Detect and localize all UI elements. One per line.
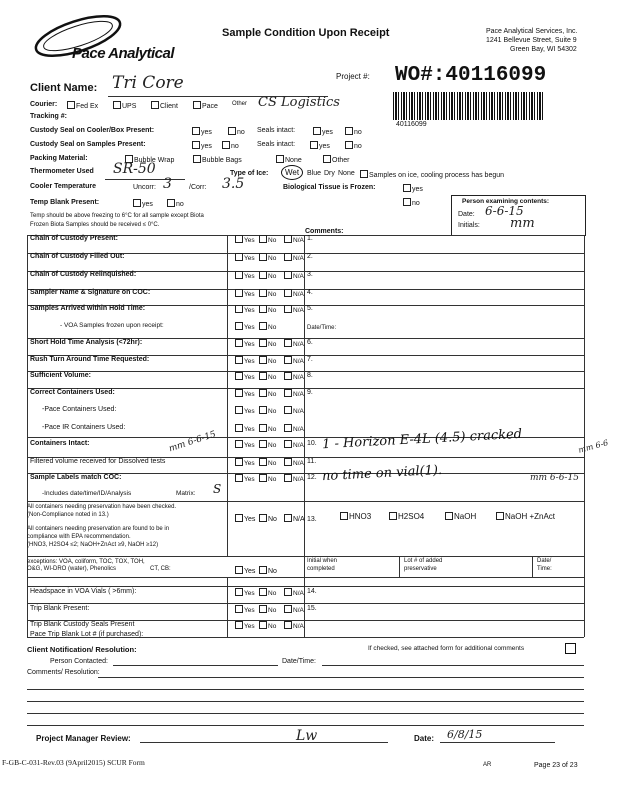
row2-label-2: Trip Blank Present: — [30, 605, 90, 612]
row2-3-no[interactable]: No — [259, 621, 276, 630]
row-6-na[interactable]: N/A — [284, 339, 304, 348]
row-comment-10: 1 - Horizon E-4L (4.5) cracked — [321, 426, 523, 453]
row-10-no[interactable]: No — [259, 440, 276, 449]
row-5-na[interactable]: N/A — [284, 305, 304, 314]
review-date-label: Date: — [414, 734, 435, 743]
thermometer-value: SR-50 — [113, 161, 156, 177]
row-5-no[interactable]: No — [259, 305, 276, 314]
tracking-label: Tracking #: — [30, 113, 67, 120]
row-11-yes[interactable]: Yes — [235, 458, 255, 467]
row13-line-4: compliance with EPA recommendation. — [27, 534, 131, 540]
pm-signature: Lw — [296, 728, 318, 744]
packing-bubble-bags[interactable]: Bubble Bags — [193, 155, 242, 164]
row2-2-no[interactable]: No — [259, 605, 276, 614]
row-7-na[interactable]: N/A — [284, 356, 304, 365]
temp-blank-no[interactable]: no — [167, 199, 184, 208]
custody-samples-yes[interactable]: yes — [192, 141, 212, 150]
custody-samples-seals: Seals intact: — [257, 141, 296, 148]
address-1: Pace Analytical Services, Inc. — [486, 28, 578, 35]
row-9-no[interactable]: No — [259, 389, 276, 398]
row-4-na[interactable]: N/A — [284, 289, 304, 298]
row-num-7: 7. — [307, 356, 313, 363]
pace-containers-label: -Pace Containers Used: — [42, 406, 117, 413]
row-num-8: 8. — [307, 372, 313, 379]
page-number: Page 23 of 23 — [534, 762, 578, 769]
row2-3-yes[interactable]: Yes — [235, 621, 255, 630]
row-label-5: Samples Arrived within Hold Time: — [30, 305, 146, 312]
packing-bubble-wrap[interactable]: Bubble Wrap — [125, 155, 174, 164]
courier-fedex[interactable]: Fed Ex — [67, 101, 98, 110]
custody-cooler-seals: Seals intact: — [257, 127, 296, 134]
row-label-2: Chain of Custody Filled Out: — [30, 253, 125, 260]
preserv-h2so4[interactable]: H2SO4 — [389, 512, 424, 521]
examining-initials-label: Initials: — [458, 222, 480, 229]
row-num-10: 10. — [307, 440, 317, 447]
custody-cooler-yes[interactable]: yes — [192, 127, 212, 136]
packing-none[interactable]: None — [276, 155, 302, 164]
custody-cooler-label: Custody Seal on Cooler/Box Present: — [30, 127, 155, 134]
address-3: Green Bay, WI 54302 — [510, 46, 577, 53]
notification-checkbox[interactable] — [565, 643, 576, 654]
ice-none[interactable]: None — [338, 170, 355, 177]
corr-value: 3.5 — [222, 176, 245, 192]
row-9-na[interactable]: N/A — [284, 389, 304, 398]
cooler-temp-label: Cooler Temperature — [30, 183, 96, 190]
initial-when-1: Initial when — [307, 558, 338, 564]
person-contacted-label: Person Contacted: — [50, 658, 108, 665]
row-label-6: Short Hold Time Analysis (<72hr): — [30, 339, 143, 346]
row2-label-1: Headspace in VOA Vials ( >6mm): — [30, 588, 137, 595]
row-3-yes[interactable]: Yes — [235, 271, 255, 280]
temp-blank-label: Temp Blank Present: — [30, 199, 100, 206]
row-num-6: 6. — [307, 339, 313, 346]
page-title: Sample Condition Upon Receipt — [222, 27, 390, 39]
row-1-yes[interactable]: Yes — [235, 235, 255, 244]
matrix-label: Matrix: — [176, 490, 196, 497]
examining-date-value: 6-6-15 — [485, 204, 524, 218]
date-time-1: Date/ — [537, 558, 552, 564]
custody-samples-seals-yes[interactable]: yes — [310, 141, 330, 150]
row-7-no[interactable]: No — [259, 356, 276, 365]
wo-number: WO#:40116099 — [395, 64, 547, 87]
row2-1-yes[interactable]: Yes — [235, 588, 255, 597]
row2-num-1: 14. — [307, 588, 317, 595]
exceptions-yes[interactable]: Yes — [235, 566, 255, 575]
row-9-yes[interactable]: Yes — [235, 389, 255, 398]
ice-wet[interactable]: Wet — [281, 165, 303, 180]
comments-resolution-label: Comments/ Resolution: — [27, 669, 100, 676]
row2-3-na[interactable]: N/A — [284, 621, 304, 630]
pace-ir-na[interactable]: N/A — [284, 424, 304, 433]
pace-ir-yes[interactable]: Yes — [235, 424, 255, 433]
row-10-yes[interactable]: Yes — [235, 440, 255, 449]
matrix-value: S — [213, 482, 222, 496]
row-2-yes[interactable]: Yes — [235, 253, 255, 262]
courier-label: Courier: — [30, 101, 58, 108]
row-label-9: Correct Containers Used: — [30, 389, 115, 396]
form-id: F-GB-C-031-Rev.03 (9April2015) SCUR Form — [2, 758, 145, 767]
barcode-number: 40116099 — [396, 121, 427, 128]
pm-review-label: Project Manager Review: — [36, 734, 131, 743]
custody-samples-seals-no[interactable]: no — [345, 141, 362, 150]
row-3-na[interactable]: N/A — [284, 271, 304, 280]
voa-frozen-label: - VOA Samples frozen upon receipt: — [60, 322, 164, 329]
exceptions-2: O&G, WI-DRO (water), Phenolics — [27, 566, 117, 572]
pace-containers-no[interactable]: No — [259, 406, 276, 415]
pace-containers-yes[interactable]: Yes — [235, 406, 255, 415]
row-label-7: Rush Turn Around Time Requested: — [30, 356, 150, 363]
ice-dry[interactable]: Dry — [324, 170, 335, 177]
bio-tissue-no[interactable]: no — [403, 198, 420, 207]
row2-2-na[interactable]: N/A — [284, 605, 304, 614]
address-2: 1241 Bellevue Street, Suite 9 — [486, 37, 577, 44]
temp-note-2: Frozen Biota Samples should be received ≤ 0°C. — [30, 222, 160, 228]
row-num-12: 12. — [307, 474, 317, 481]
row-7-yes[interactable]: Yes — [235, 356, 255, 365]
row-8-no[interactable]: No — [259, 372, 276, 381]
row-4-yes[interactable]: Yes — [235, 289, 255, 298]
courier-client[interactable]: Client — [151, 101, 178, 110]
row-label-10: Containers Intact: — [30, 440, 90, 447]
custody-cooler-seals-no[interactable]: no — [345, 127, 362, 136]
row-num-5: 5. — [307, 305, 313, 312]
notification-label: Client Notification/ Resolution: — [27, 645, 137, 654]
packing-other[interactable]: Other — [323, 155, 350, 164]
row-label-1: Chain of Custody Present: — [30, 235, 118, 242]
row-8-yes[interactable]: Yes — [235, 372, 255, 381]
packing-label: Packing Material: — [30, 155, 88, 162]
examining-title: Person examining contents: — [462, 198, 550, 205]
row-8-na[interactable]: N/A — [284, 372, 304, 381]
pace-containers-na[interactable]: N/A — [284, 406, 304, 415]
row-3-no[interactable]: No — [259, 271, 276, 280]
pace-ir-label: -Pace IR Containers Used: — [42, 424, 126, 431]
client-name-label: Client Name: — [30, 82, 98, 94]
voa-frozen-yes[interactable]: Yes — [235, 322, 255, 331]
uncorr-value: 3 — [163, 176, 172, 192]
row-6-yes[interactable]: Yes — [235, 339, 255, 348]
voa-frozen-no[interactable]: No — [259, 322, 276, 331]
row2-1-no[interactable]: No — [259, 588, 276, 597]
custody-cooler-no[interactable]: no — [228, 127, 245, 136]
preserv-hno3[interactable]: HNO3 — [340, 512, 371, 521]
ice-blue[interactable]: Blue — [307, 170, 322, 177]
temp-note-1: Temp should be above freezing to 6°C for all sample except Biota — [30, 213, 204, 219]
row2-2-yes[interactable]: Yes — [235, 605, 255, 614]
row-1-na[interactable]: N/A — [284, 235, 304, 244]
project-label: Project #: — [336, 72, 370, 81]
exceptions-1: exceptions: VOA, coliform, TOC, TOX, TOH, — [27, 559, 145, 565]
notification-datetime-label: Date/Time: — [282, 658, 316, 665]
includes-label: -Includes date/time/ID/Analysis — [42, 490, 132, 497]
row-label-11: Filtered volume received for Dissolved tests — [30, 458, 166, 465]
custody-cooler-seals-yes[interactable]: yes — [313, 127, 333, 136]
row-num-9: 9. — [307, 389, 313, 396]
courier-other[interactable]: Other — [232, 101, 248, 107]
temp-blank-yes[interactable]: yes — [133, 199, 153, 208]
row-label-8: Sufficient Volume: — [30, 372, 91, 379]
row-5-yes[interactable]: Yes — [235, 305, 255, 314]
courier-ups[interactable]: UPS — [113, 101, 136, 110]
notification-note: If checked, see attached form for additional comments — [368, 645, 525, 652]
row-2-no[interactable]: No — [259, 253, 276, 262]
barcode — [393, 92, 543, 120]
review-date-value: 6/8/15 — [447, 728, 483, 741]
row2-1-na[interactable]: N/A — [284, 588, 304, 597]
row-label-12: Sample Labels match COC: — [30, 474, 122, 481]
preserv-naoh[interactable]: NaOH — [445, 512, 476, 521]
thermometer-label: Thermometer Used — [30, 168, 94, 175]
row13-num: 13. — [307, 516, 317, 523]
client-name-value: Tri Core — [112, 73, 184, 93]
row-1-no[interactable]: No — [259, 235, 276, 244]
row13-line-1: All containers needing preservation have been checked. — [27, 504, 177, 510]
pace-ir-no[interactable]: No — [259, 424, 276, 433]
logo-text: Pace Analytical — [72, 45, 175, 62]
annotation-margin: mm 6-6 — [577, 438, 610, 455]
row2-label-3: Trip Blank Custody Seals Present — [30, 621, 135, 628]
row-11-na[interactable]: N/A — [284, 458, 304, 467]
custody-samples-label: Custody Seal on Samples Present: — [30, 141, 146, 148]
bio-tissue-label: Biological Tissue is Frozen: — [283, 184, 376, 191]
row-num-2: 2. — [307, 253, 313, 260]
annotation-mm-date: mm 6-6-15 — [167, 429, 218, 455]
row13-line-5: (HNO3, H2SO4 ≤2; NaOH+ZnAct ≥9, NaOH ≥12) — [27, 542, 159, 548]
lot-added-1: Lot # of added — [404, 558, 443, 564]
corr-label: /Corr: — [189, 184, 207, 191]
row2-num-2: 15. — [307, 605, 317, 612]
row-num-3: 3. — [307, 271, 313, 278]
row-11-no[interactable]: No — [259, 458, 276, 467]
ice-type-label: Type of Ice: — [230, 170, 269, 177]
row-comment-12: no time on vial(1). — [321, 462, 443, 485]
uncorr-label: Uncorr: — [133, 184, 156, 191]
row-label-4: Sampler Name & Signature on COC: — [30, 289, 151, 296]
lot-added-2: preservative — [404, 566, 437, 572]
row-12-yes[interactable]: Yes — [235, 474, 255, 483]
row-num-11: 11. — [307, 458, 317, 465]
examining-initials-value: mm — [510, 216, 535, 231]
footer-initials: AR — [483, 762, 492, 768]
exceptions-no[interactable]: No — [259, 566, 277, 575]
row-12-na[interactable]: N/A — [284, 474, 304, 483]
exceptions-ct: CT, CB: — [150, 566, 171, 572]
row2-label-4: Pace Trip Blank Lot # (if purchased): — [30, 631, 144, 638]
initial-when-2: completed — [307, 566, 335, 572]
row13-yes[interactable]: Yes — [235, 514, 255, 523]
preserv-naoh-znact[interactable]: NaOH +ZnAct — [496, 512, 555, 521]
row13-line-3: All containers needing preservation are found to be in — [27, 526, 170, 532]
bio-tissue-yes[interactable]: yes — [403, 184, 423, 193]
date-time-2: Time: — [537, 566, 552, 572]
row-label-3: Chain of Custody Relinquished: — [30, 271, 137, 278]
row13-na[interactable]: N/A — [284, 514, 305, 523]
row-6-no[interactable]: No — [259, 339, 276, 348]
annotation-matrix: mm 6-6-15 — [530, 473, 579, 483]
voa-date-time: Date/Time: — [307, 325, 337, 331]
courier-other-value: CS Logistics — [258, 95, 340, 110]
row-num-1: 1. — [307, 235, 313, 242]
samples-on-ice[interactable]: Samples on ice, cooling process has begun — [360, 170, 504, 179]
row13-no[interactable]: No — [259, 514, 277, 523]
courier-pace[interactable]: Pace — [193, 101, 218, 110]
row13-line-2: (Non-Compliance noted in 13.) — [27, 512, 109, 518]
row-2-na[interactable]: N/A — [284, 253, 304, 262]
row-num-4: 4. — [307, 289, 313, 296]
examining-date-label: Date: — [458, 211, 475, 218]
row-10-na[interactable]: N/A — [284, 440, 304, 449]
row-4-no[interactable]: No — [259, 289, 276, 298]
custody-samples-no[interactable]: no — [222, 141, 239, 150]
comments-header: Comments: — [305, 228, 344, 235]
row-12-no[interactable]: No — [259, 474, 276, 483]
